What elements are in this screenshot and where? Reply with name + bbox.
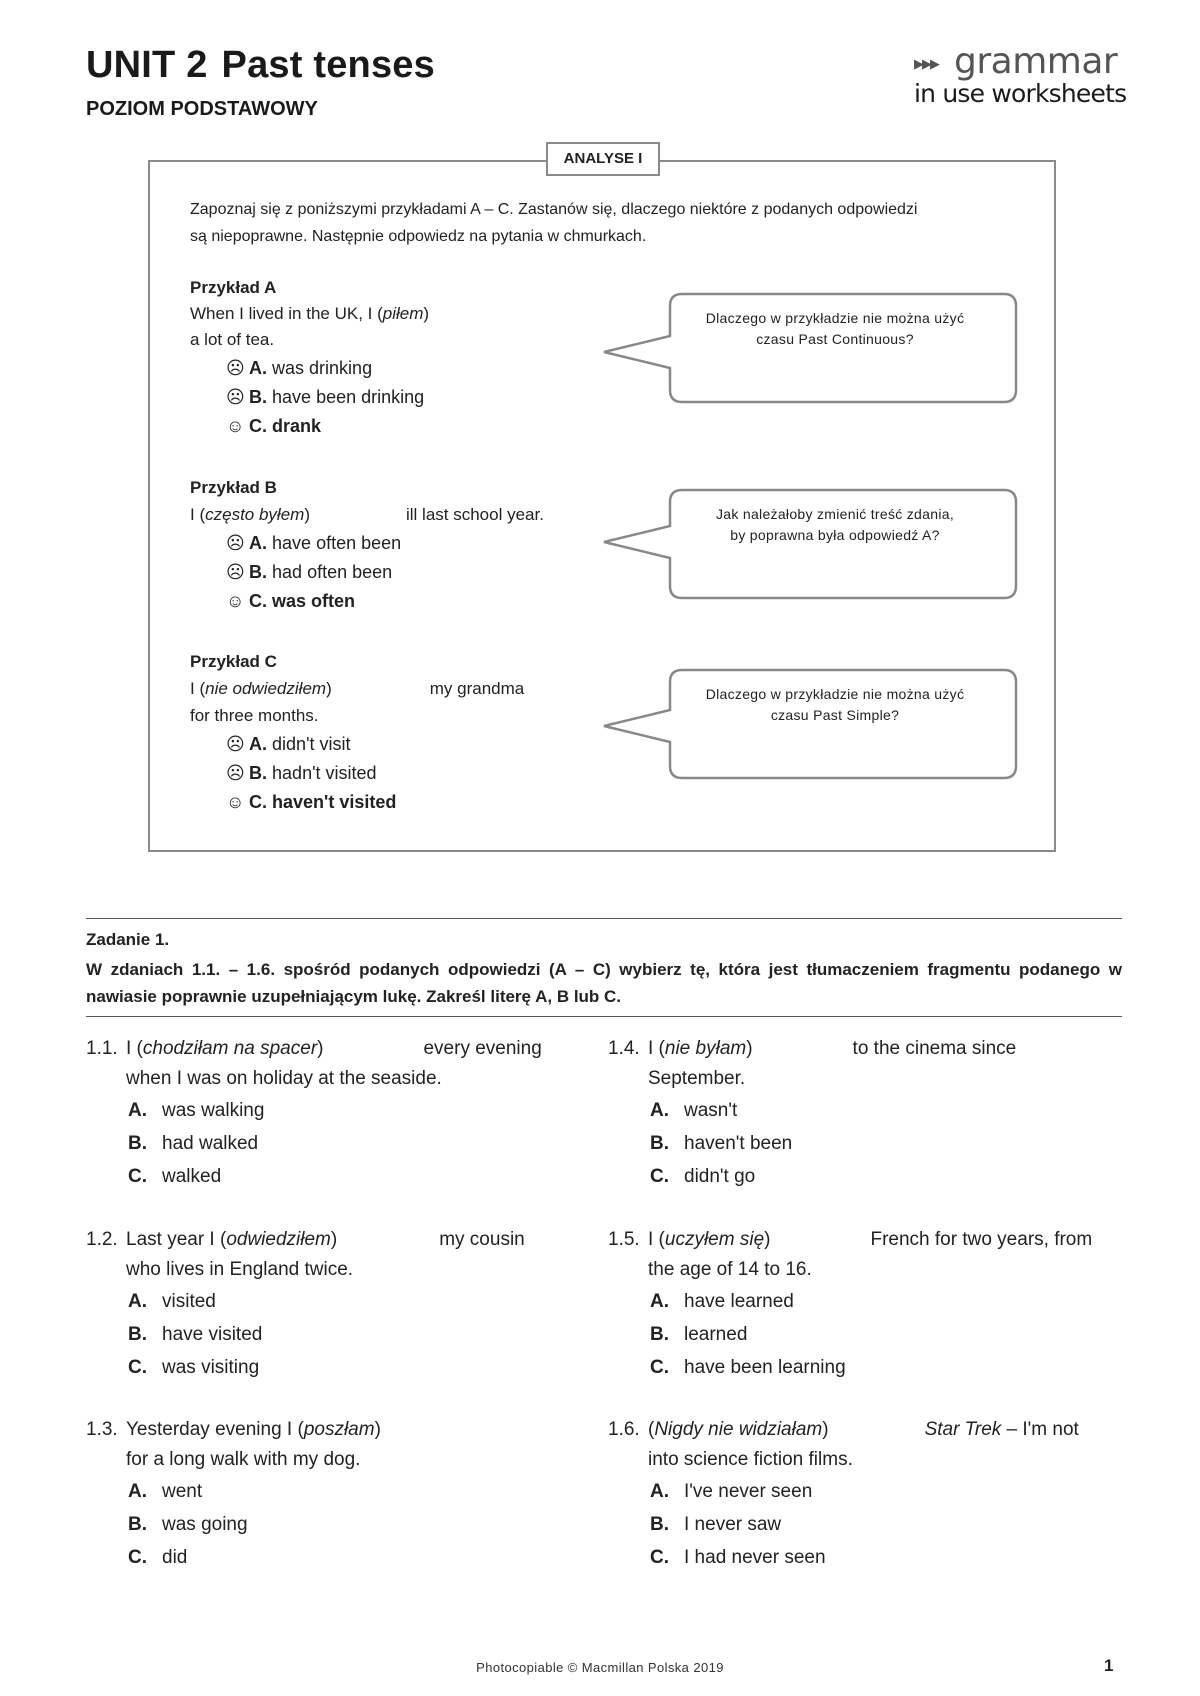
divider-bottom <box>86 1016 1122 1017</box>
example-a-option-c <box>226 416 321 437</box>
answer-option-a[interactable] <box>86 1285 586 1318</box>
example-a-line-1 <box>190 304 429 324</box>
question-number: 1.2. <box>86 1229 118 1250</box>
stem-text: French for two years, from <box>870 1229 1093 1250</box>
example-b-option-b <box>226 562 392 583</box>
example-c-option-a <box>226 734 351 755</box>
option-text: I had never seen <box>684 1547 826 1568</box>
option-letter: A. <box>249 533 268 553</box>
triple-arrow-icon: ▶▶▶ <box>914 56 938 71</box>
stem-text: ( <box>648 1419 655 1440</box>
option-text: was visiting <box>162 1357 260 1378</box>
option-text: wasn't <box>684 1100 738 1121</box>
option-letter: A. <box>249 734 268 754</box>
example-c-option-b <box>226 763 377 784</box>
option-text: was often <box>272 591 356 611</box>
option-letter: A. <box>650 1481 669 1502</box>
option-text: I've never seen <box>684 1481 813 1502</box>
answer-option-c[interactable] <box>86 1541 586 1574</box>
bubble-line: Dlaczego w przykładzie nie można użyć <box>705 310 965 326</box>
option-letter: C. <box>650 1547 669 1568</box>
example-b-line-1 <box>190 505 544 525</box>
sad-face-icon: ☹ <box>226 533 245 553</box>
sad-face-icon: ☹ <box>226 387 245 407</box>
option-letter: C. <box>128 1357 147 1378</box>
grammar-logo <box>914 41 1127 110</box>
option-letter: C. <box>650 1357 669 1378</box>
option-letter: B. <box>128 1514 147 1535</box>
option-text: visited <box>162 1291 216 1312</box>
intro-line-1: Zapoznaj się z poniższymi przykładami A – C. Zastanów się, dlaczego niektóre z podanych odpowiedzi <box>190 201 918 218</box>
question-number: 1.5. <box>608 1229 640 1250</box>
option-letter: B. <box>249 763 268 783</box>
option-text: have been drinking <box>272 387 425 407</box>
option-text: was walking <box>162 1100 265 1121</box>
option-letter: B. <box>650 1514 669 1535</box>
answer-option-a[interactable] <box>86 1475 586 1508</box>
answer-option-a[interactable] <box>608 1285 1108 1318</box>
copyright-footer: Photocopiable © Macmillan Polska 2019 <box>476 1660 724 1675</box>
stem-text: ) <box>317 1038 324 1059</box>
logo-word-worksheets: in use worksheets <box>914 79 1127 108</box>
unit-number: UNIT 2 <box>86 44 208 86</box>
question-number: 1.1. <box>86 1038 118 1059</box>
bubble-a-text <box>674 308 996 350</box>
answer-option-c[interactable] <box>608 1351 1108 1384</box>
answer-option-a[interactable] <box>608 1094 1108 1127</box>
option-text: was going <box>162 1514 248 1535</box>
option-letter: A. <box>128 1481 147 1502</box>
page-number: 1 <box>1104 1656 1114 1675</box>
example-c-option-c <box>226 792 396 813</box>
answer-option-b[interactable] <box>608 1318 1108 1351</box>
option-letter: B. <box>128 1133 147 1154</box>
polish-hint: nie odwiedziłem <box>205 679 327 698</box>
unit-title: Past tenses <box>221 44 435 86</box>
option-text: did <box>162 1547 188 1568</box>
polish-hint: odwiedziłem <box>226 1229 331 1250</box>
stem-text: I ( <box>648 1229 665 1250</box>
stem-text: ) <box>330 1229 338 1250</box>
stem-text: every evening <box>423 1038 542 1059</box>
bubble-c-text <box>674 684 996 726</box>
sad-face-icon: ☹ <box>226 562 245 582</box>
option-letter: C. <box>249 416 268 436</box>
option-letter: A. <box>249 358 268 378</box>
option-letter: B. <box>650 1324 669 1345</box>
example-text: I ( <box>190 505 206 524</box>
example-a-heading: Przykład A <box>190 278 277 297</box>
option-letter: B. <box>249 387 268 407</box>
answer-option-a[interactable] <box>608 1475 1108 1508</box>
question-1-3 <box>86 1415 586 1574</box>
question-stem <box>86 1034 586 1064</box>
question-stem-line-2: September. <box>648 1068 746 1089</box>
polish-hint: często byłem <box>205 505 305 524</box>
option-letter: A. <box>650 1100 669 1121</box>
question-stem <box>86 1415 586 1445</box>
option-letter: B. <box>128 1324 147 1345</box>
question-1-2 <box>86 1225 586 1384</box>
option-text: had often been <box>272 562 393 582</box>
option-text: have learned <box>684 1291 794 1312</box>
question-stem <box>86 1225 586 1255</box>
option-text: walked <box>162 1166 222 1187</box>
bubble-line: czasu Past Continuous? <box>756 331 914 347</box>
answer-option-c[interactable] <box>608 1160 1108 1193</box>
polish-hint: poszłam <box>303 1419 375 1440</box>
option-text: have been learning <box>684 1357 846 1378</box>
option-text: drank <box>272 416 322 436</box>
option-letter: C. <box>249 792 268 812</box>
example-text: ) <box>304 505 310 524</box>
stem-text: ) <box>746 1038 753 1059</box>
example-text: ) <box>423 304 430 323</box>
sad-face-icon: ☹ <box>226 358 245 378</box>
intro-line-2: są niepoprawne. Następnie odpowiedz na pytania w chmurkach. <box>190 228 647 245</box>
example-text: I ( <box>190 679 206 698</box>
happy-face-icon: ☺ <box>226 792 245 812</box>
bubble-b-text <box>674 504 996 546</box>
stem-text: Yesterday evening I ( <box>126 1419 304 1440</box>
example-a-option-b <box>226 387 424 408</box>
option-letter: C. <box>249 591 268 611</box>
question-stem-line-2: when I was on holiday at the seaside. <box>126 1068 442 1089</box>
answer-option-c[interactable] <box>608 1541 1108 1574</box>
option-letter: B. <box>249 562 268 582</box>
stem-text: ) <box>822 1419 829 1440</box>
question-stem-line-2: the age of 14 to 16. <box>648 1259 812 1280</box>
sad-face-icon: ☹ <box>226 763 245 783</box>
polish-hint: Nigdy nie widziałam <box>654 1419 823 1440</box>
answer-option-b[interactable] <box>86 1508 586 1541</box>
question-stem-line-2: for a long walk with my dog. <box>126 1449 361 1470</box>
answer-option-b[interactable] <box>608 1508 1108 1541</box>
stem-text: to the cinema since <box>852 1038 1017 1059</box>
option-letter: C. <box>128 1166 147 1187</box>
example-text: When I lived in the UK, I ( <box>190 304 383 323</box>
analyse-intro <box>190 196 1030 250</box>
option-text: had walked <box>162 1133 259 1154</box>
question-1-5 <box>608 1225 1108 1384</box>
bubble-line: czasu Past Simple? <box>770 707 900 723</box>
example-c-line-2: for three months. <box>190 706 319 725</box>
task-instruction: W zdaniach 1.1. – 1.6. spośród podanych odpowiedzi (A – C) wybierz tę, która jest tłumaczeniem fragmentu podanego w nawiasie poprawnie uzupełniającym lukę. Zakreśl literę A, B lub C. <box>86 960 1122 1006</box>
question-1-4 <box>608 1034 1108 1193</box>
option-letter: A. <box>128 1291 147 1312</box>
answer-option-c[interactable] <box>86 1351 586 1384</box>
example-text: ) <box>326 679 332 698</box>
happy-face-icon: ☺ <box>226 591 245 611</box>
example-c-line-1 <box>190 679 524 699</box>
example-b-option-c <box>226 591 355 612</box>
logo-word-grammar: grammar <box>954 41 1118 82</box>
stem-text: I ( <box>648 1038 665 1059</box>
option-text: didn't go <box>684 1166 756 1187</box>
example-b-option-a <box>226 533 401 554</box>
option-letter: C. <box>128 1547 147 1568</box>
stem-text: my cousin <box>439 1229 525 1250</box>
question-stem <box>608 1225 1108 1255</box>
answer-option-c[interactable] <box>86 1160 586 1193</box>
polish-hint: uczyłem się <box>664 1229 765 1250</box>
analyse-label: ANALYSE I <box>546 142 660 176</box>
page-title <box>86 44 435 87</box>
stem-text: ) <box>374 1419 381 1440</box>
option-letter: A. <box>650 1291 669 1312</box>
option-text: haven't visited <box>272 792 397 812</box>
bubble-line: Jak należałoby zmienić treść zdania, <box>715 506 955 522</box>
option-letter: B. <box>650 1133 669 1154</box>
question-1-6 <box>608 1415 1108 1574</box>
sad-face-icon: ☹ <box>226 734 245 754</box>
bubble-line: by poprawna była odpowiedź A? <box>730 527 940 543</box>
question-stem <box>608 1034 1108 1064</box>
polish-hint: piłem <box>382 304 424 323</box>
example-b-heading: Przykład B <box>190 478 277 497</box>
option-text: haven't been <box>684 1133 793 1154</box>
answer-option-b[interactable] <box>608 1127 1108 1160</box>
task-heading: Zadanie 1. <box>86 930 170 949</box>
question-number: 1.3. <box>86 1419 118 1440</box>
polish-hint: nie byłam <box>664 1038 747 1059</box>
question-number: 1.6. <box>608 1419 640 1440</box>
divider-top <box>86 918 1122 919</box>
option-text: I never saw <box>684 1514 782 1535</box>
option-text: hadn't visited <box>272 763 377 783</box>
answer-option-b[interactable] <box>86 1318 586 1351</box>
question-stem-line-2: who lives in England twice. <box>126 1259 354 1280</box>
example-text: my grandma <box>429 679 525 698</box>
example-a-option-a <box>226 358 372 379</box>
option-letter: C. <box>650 1166 669 1187</box>
option-text: have visited <box>162 1324 263 1345</box>
example-text: ill last school year. <box>405 505 544 524</box>
option-text: learned <box>684 1324 748 1345</box>
stem-text: I ( <box>126 1038 143 1059</box>
stem-text: Last year I ( <box>126 1229 227 1250</box>
film-title: Star Trek <box>924 1419 1002 1440</box>
question-number: 1.4. <box>608 1038 640 1059</box>
polish-hint: chodziłam na spacer <box>142 1038 318 1059</box>
example-a-line-2: a lot of tea. <box>190 330 275 349</box>
question-1-1 <box>86 1034 586 1193</box>
option-text: was drinking <box>272 358 373 378</box>
bubble-line: Dlaczego w przykładzie nie można użyć <box>705 686 965 702</box>
answer-option-b[interactable] <box>86 1127 586 1160</box>
option-text: have often been <box>272 533 402 553</box>
option-letter: A. <box>128 1100 147 1121</box>
example-c-heading: Przykład C <box>190 652 277 671</box>
stem-text: ) <box>764 1229 771 1250</box>
question-stem <box>608 1415 1108 1445</box>
level-label: POZIOM PODSTAWOWY <box>86 98 318 120</box>
option-text: didn't visit <box>272 734 351 754</box>
stem-text: – I'm not <box>1001 1419 1079 1440</box>
happy-face-icon: ☺ <box>226 416 245 436</box>
question-stem-line-2: into science fiction films. <box>648 1449 853 1470</box>
answer-option-a[interactable] <box>86 1094 586 1127</box>
option-text: went <box>162 1481 203 1502</box>
